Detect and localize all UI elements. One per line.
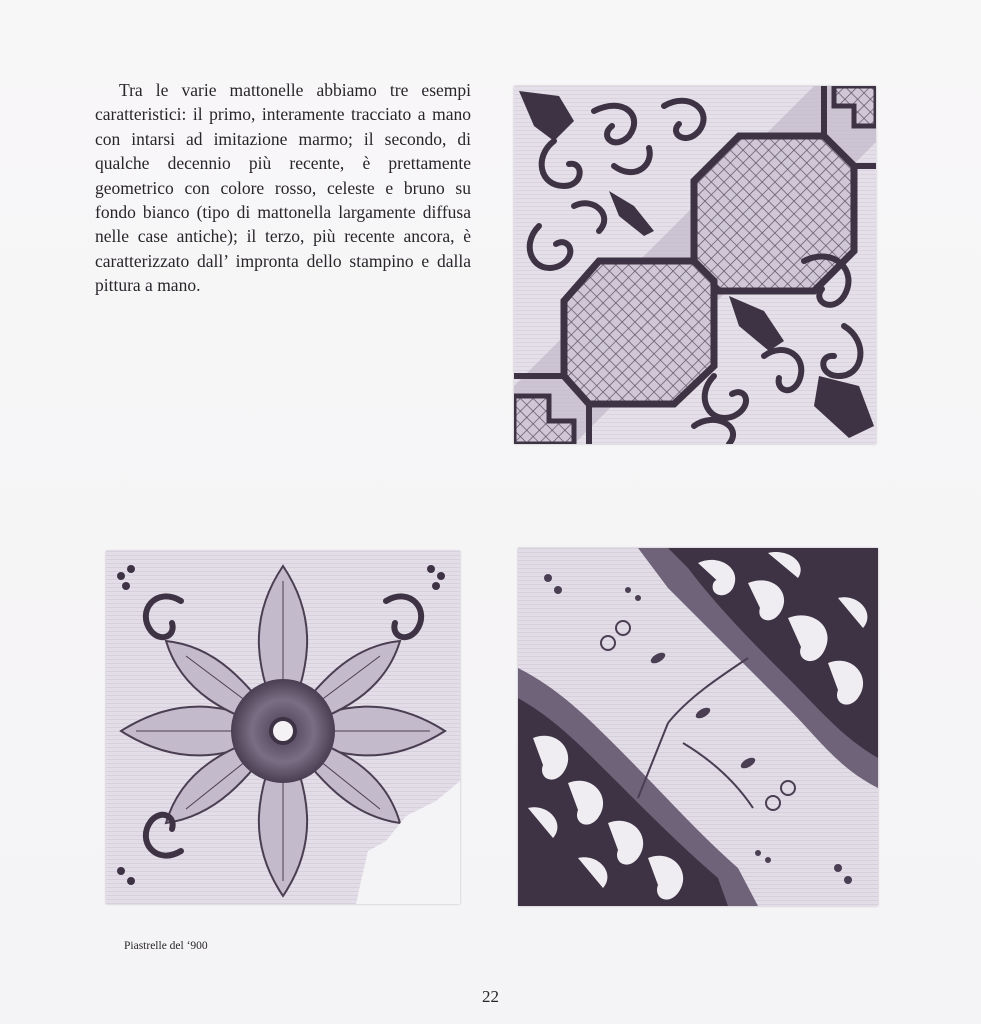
figure-caption: Piastrelle del ‘900 (124, 940, 208, 952)
page-number: 22 (482, 987, 499, 1006)
tile-image-stencil (518, 548, 878, 906)
tile-image-geometric (514, 86, 876, 444)
body-paragraph: Tra le varie mattonelle abbiamo tre esempi caratteristici: il primo, interamente tracciato a mano con intarsi ad imitazione marmo; il secondo, di qualche decennio più recente, è prettamente geometrico con colore rosso, celeste e bruno su fondo bianco (tipo di mattonella largamente diffusa nelle case antiche); il terzo, più recente ancora, è caratterizzato dall’ impronta dello stampino e dalla pittura a mano. (95, 80, 471, 296)
tile-stencil-drawing (518, 548, 878, 906)
tile-floral-drawing (106, 551, 460, 904)
tile-image-floral (106, 551, 460, 904)
tile-geometric-drawing (514, 86, 876, 444)
